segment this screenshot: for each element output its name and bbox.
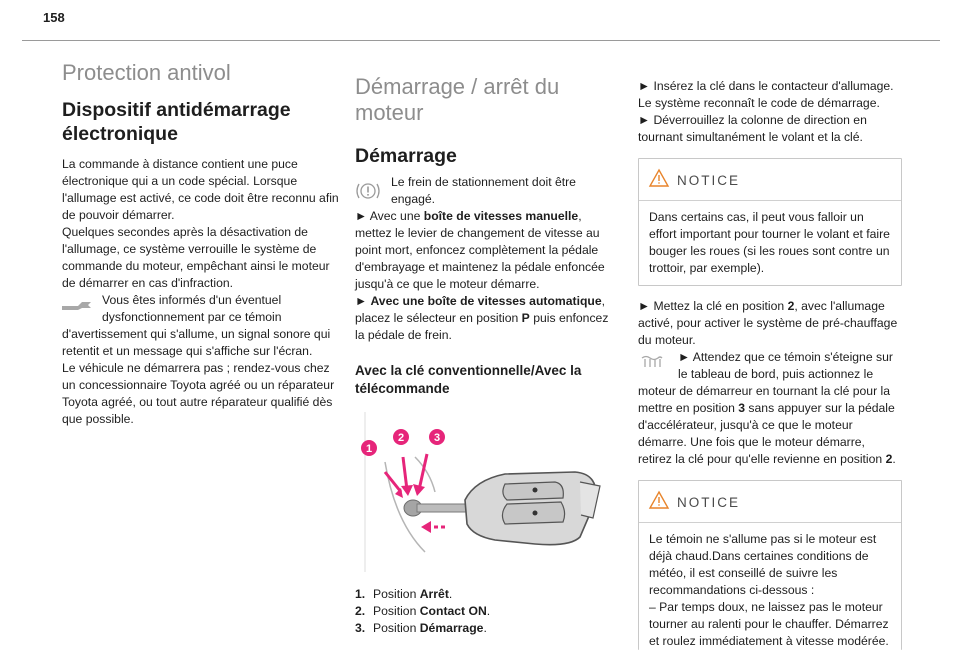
- notice-box-preheat: [638, 480, 902, 650]
- warning-triangle-icon: [649, 169, 669, 192]
- notice-text: Le témoin ne s'allume pas si le moteur est déjà chaud.Dans certaines conditions de météo, il est conseillé de suivre les recommandations ci-dessous :: [649, 532, 877, 597]
- page-number: 158: [43, 10, 65, 25]
- notice-box-steering: [638, 158, 902, 286]
- preheat-coil-icon: [640, 355, 664, 374]
- section-title-antivol: Protection antivol: [62, 60, 231, 85]
- callout-1: [361, 440, 377, 456]
- list-item: 2. Position Contact ON.: [355, 604, 491, 618]
- notice-title: NOTICE: [677, 495, 741, 510]
- position-list: [355, 586, 610, 637]
- notice-title: NOTICE: [677, 173, 741, 188]
- list-item: 3. Position Démarrage.: [355, 621, 487, 635]
- callout-3: [429, 429, 445, 445]
- column-procedure: [638, 78, 902, 650]
- top-divider: [22, 40, 940, 41]
- subtitle-demarrage: Démarrage: [355, 145, 457, 167]
- brake-note: Le frein de stationnement doit être engagé.: [355, 174, 610, 208]
- manual-gearbox-step: ► Avec une boîte de vitesses manuelle, mettez le levier de changement de vitesse au point mort, enfoncez complètement la pédale d'embrayage et maintenez la pédale enfoncée jusqu'à ce que le moteur démarre.: [355, 209, 605, 291]
- svg-text:3: 3: [433, 432, 441, 444]
- callout-2: [393, 429, 409, 445]
- subtitle-immobilizer: Dispositif antidémarrage électronique: [62, 99, 291, 145]
- paragraph-dealer: Le véhicule ne démarrera pas ; rendez-vous chez un concessionnaire Toyota agréé ou un réparateur Toyota agréé, ou tout autre réparateur qualifié dès que possible.: [62, 361, 335, 426]
- ignition-key-illustration: [355, 412, 610, 572]
- brake-warning-icon: [355, 180, 381, 207]
- paragraph-lock: Quelques secondes après la désactivation de l'allumage, ce système verrouille le système de commande du moteur, empêchant ainsi le moteur de démarrer en cas d'infraction.: [62, 225, 330, 290]
- preheat-wait-step: ► Attendez que ce témoin s'éteigne sur le tableau de bord, puis actionnez le moteur de démarreur en tournant la clé pour la mettre en position 3 sans appuyer sur la pédale d'accélérateur, jusqu'à ce que le moteur démarre. Une fois que le moteur démarre, retirez la clé pour qu'elle revienne en position 2.: [638, 350, 896, 466]
- position-2-step: ► Mettez la clé en position 2, avec l'allumage activé, pour activer le système de pré-chauffage du moteur.: [638, 299, 898, 347]
- notice-text-advice: – Par temps doux, ne laissez pas le moteur tourner au ralenti pour le chauffer. Démarrez et roulez immédiatement à vitesse modérée.: [649, 600, 889, 648]
- svg-text:2: 2: [397, 432, 405, 444]
- svg-text:1: 1: [365, 443, 373, 455]
- section-title-demarrage-arret: Démarrage / arrêt du moteur: [355, 74, 560, 125]
- paragraph-chip: La commande à distance contient une puce électronique qui a un code spécial. Lorsque l'allumage est activé, ce code doit être reconnu afin de pouvoir démarrer.: [62, 157, 339, 222]
- automatic-gearbox-step: ► Avec une boîte de vitesses automatique, placez le sélecteur en position P puis enfoncez la pédale de frein.: [355, 294, 609, 342]
- insert-key-step: ► Insérez la clé dans le contacteur d'allumage. Le système reconnaît le code de démarrage.: [638, 79, 894, 110]
- key-heading: Avec la clé conventionnelle/Avec la télécommande: [355, 363, 582, 396]
- warning-triangle-icon: [649, 491, 669, 514]
- paragraph-warning-light: Vous êtes informés d'un éventuel dysfonctionnement par ce témoin d'avertissement qui s'allume, un signal sonore qui retentit et un message qui s'affiche sur l'écran.: [62, 293, 331, 358]
- notice-text: Dans certains cas, il peut vous falloir un effort important pour tourner le volant et faire bouger les roues (si les roues sont contre un trottoir, par exemple).: [649, 210, 890, 275]
- list-item: 1. Position Arrêt.: [355, 587, 453, 601]
- column-antitheft: [62, 60, 340, 428]
- unlock-steering-step: ► Déverrouillez la colonne de direction en tournant simultanément le volant et la clé.: [638, 113, 867, 144]
- wrench-icon: [60, 297, 94, 316]
- column-start-stop: [355, 60, 610, 637]
